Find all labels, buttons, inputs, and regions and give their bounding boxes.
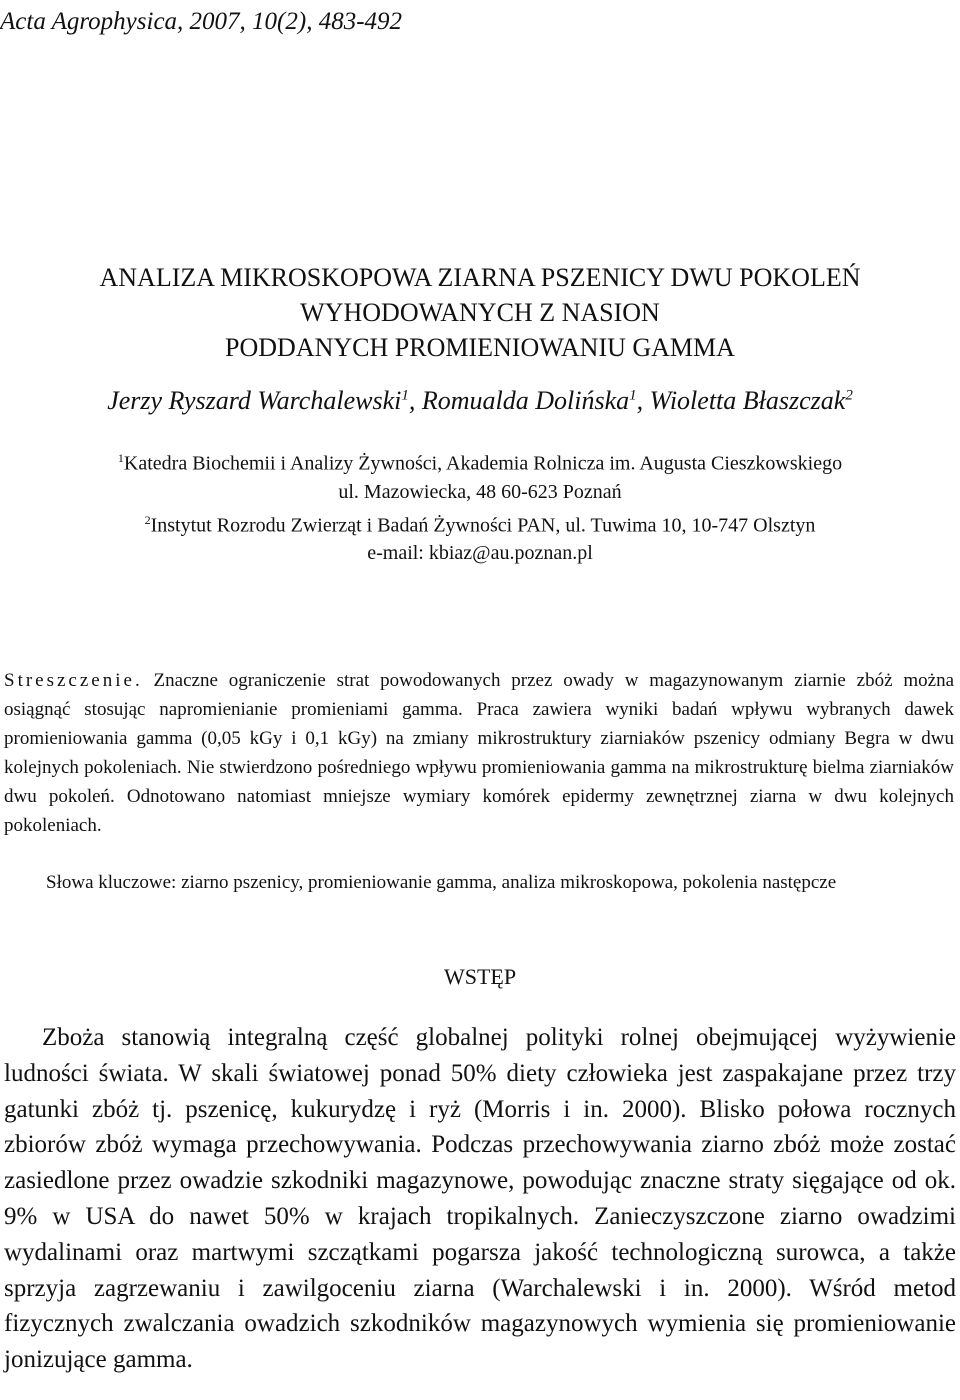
title-line-3: PODDANYCH PROMIENIOWANIU GAMMA bbox=[225, 333, 735, 362]
affiliation-text: Instytut Rozrodu Zwierząt i Badań Żywności PAN, ul. Tuwima 10, 10-747 Olsztyn bbox=[150, 514, 816, 537]
section-heading: WSTĘP bbox=[443, 964, 517, 989]
body-paragraph bbox=[4, 1020, 956, 1378]
abstract-label: Streszczenie. bbox=[4, 670, 143, 691]
affiliation-1-address: ul. Mazowiecka, 48 60-623 Poznań bbox=[338, 480, 622, 503]
author-affiliation-mark: 1 bbox=[629, 387, 637, 404]
article-title bbox=[20, 260, 940, 365]
abstract-text: Znaczne ograniczenie strat powodowanych przez owady w magazynowanym ziarnie zbóż można osiągnąć stosując napromienianie promieniami gamma. Praca zawiera wyniki badań wpływu wybranych dawek promieniowania gamma (0,05 kGy i 0,1 kGy) na zmiany mikrostruktury ziarniaków pszenicy odmiany Begra w dwu kolejnych pokoleniach. Nie stwierdzono pośredniego wpływu promieniowania gamma na mikrostrukturę bielma ziarniaków dwu pokoleń. Odnotowano natomiast mniejsze wymiary komórek epidermy zewnętrznej ziarna w dwu kolejnych pokoleniach. bbox=[4, 670, 955, 836]
affiliation-number: 1 bbox=[117, 451, 124, 465]
contact-email: e-mail: kbiaz@au.poznan.pl bbox=[367, 542, 593, 565]
author-name: Jerzy Ryszard Warchalewski bbox=[107, 386, 402, 415]
journal-citation: Acta Agrophysica, 2007, 10(2), 483-492 bbox=[0, 8, 403, 35]
affiliation-1 bbox=[0, 444, 960, 478]
title-line-2: WYHODOWANYCH Z NASION bbox=[300, 298, 660, 327]
affiliation-number: 2 bbox=[144, 512, 151, 527]
author-list: Jerzy Ryszard Warchalewski$^1$, Romualda Dolińska$^1$, Wioletta Błaszczak$^2$ bbox=[107, 386, 853, 415]
affiliations bbox=[0, 444, 960, 567]
author-name: Wioletta Błaszczak bbox=[649, 386, 846, 415]
author-affiliation-mark: 1 bbox=[401, 387, 409, 404]
author-name: Romualda Dolińska bbox=[421, 386, 630, 415]
title-line-1: ANALIZA MIKROSKOPOWA ZIARNA PSZENICY DWU POKOLEŃ bbox=[99, 263, 861, 292]
author-affiliation-mark: 2 bbox=[845, 387, 853, 404]
abstract bbox=[4, 666, 954, 840]
affiliation-text: Katedra Biochemii i Analizy Żywności, Akademia Rolnicza im. Augusta Cieszkowskiego bbox=[123, 452, 843, 475]
keywords bbox=[4, 867, 954, 898]
keywords-text: Słowa kluczowe: ziarno pszenicy, promieniowanie gamma, analiza mikroskopowa, pokolenia następcze bbox=[46, 872, 837, 893]
affiliation-2 bbox=[0, 506, 960, 540]
body-paragraph-text: Zboża stanowią integralną część globalnej polityki rolnej obejmującej wyżywienie ludności świata. W skali światowej ponad 50% diety człowieka jest zaspakajane przez trzy gatunki zbóż tj. pszenicę, kukurydzę i ryż (Morris i in. 2000). Blisko połowa rocznych zbiorów zbóż wymaga przechowywania. Podczas przechowywania ziarno zbóż może zostać zasiedlone przez owadzie szkodniki magazynowe, powodując znaczne straty sięgające od ok. 9% w USA do nawet 50% w krajach tropikalnych. Zanieczyszczone ziarno owadzimi wydalinami oraz martwymi szczątkami pogarsza jakość technologiczną surowca, a także sprzyja zagrzewaniu i zawilgoceniu ziarna (Warchalewski i in. 2000). Wśród metod fizycznych zwalczania owadzich szkodników magazynowych wymienia się promieniowanie jonizujące gamma. bbox=[4, 1024, 956, 1374]
